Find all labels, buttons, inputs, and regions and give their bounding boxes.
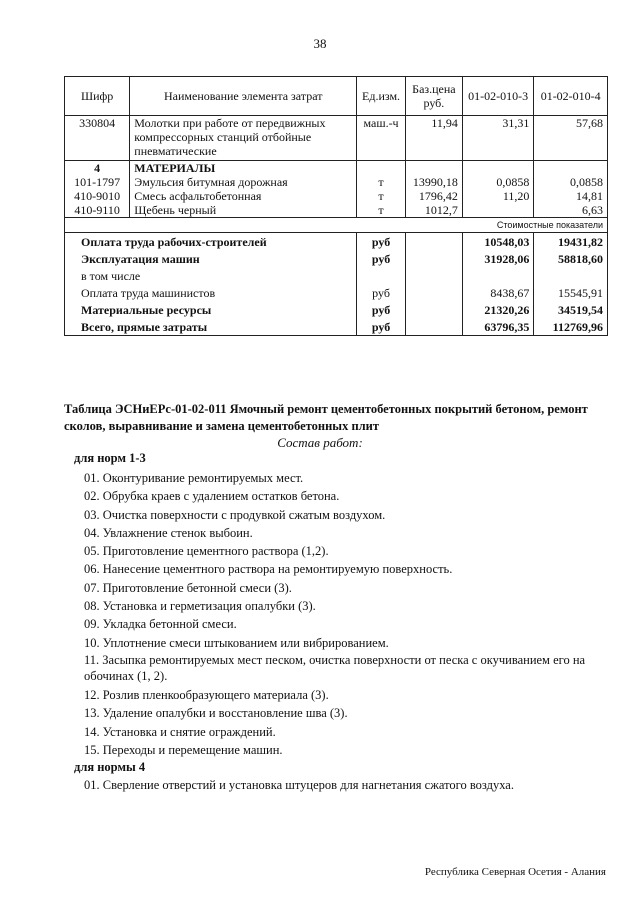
cell-base: 1796,42 — [405, 189, 462, 203]
summary-v3: 21320,26 — [462, 301, 533, 318]
cost-table — [64, 76, 608, 336]
summary-v4: 19431,82 — [534, 233, 608, 251]
list-item: 02. Обрубка краев с удалением остатков бетона. — [84, 489, 340, 504]
table-row-machine — [65, 116, 608, 161]
summary-row — [65, 284, 608, 301]
cell-code: 4 — [65, 161, 130, 176]
summary-label: в том числе — [65, 267, 357, 284]
cell-v3: 0,0858 — [462, 175, 533, 189]
header-norm3: 01-02-010-3 — [462, 77, 533, 116]
cell-code: 101-1797 — [65, 175, 130, 189]
summary-v3: 10548,03 — [462, 233, 533, 251]
header-code: Шифр — [65, 77, 130, 116]
cell-unit: т — [357, 189, 406, 203]
cell-base: 1012,7 — [405, 203, 462, 218]
summary-row — [65, 301, 608, 318]
cell-name: Молотки при работе от передвижных компрессорных станций отбойные пневматические — [130, 116, 357, 161]
list-item: 01. Сверление отверстий и установка штуцеров для нагнетания сжатого воздуха. — [84, 778, 514, 792]
work-list-norm-4 — [84, 778, 614, 793]
list-item: 05. Приготовление цементного раствора (1,2). — [84, 544, 329, 559]
cell-v3: 11,20 — [462, 189, 533, 203]
summary-row — [65, 267, 608, 284]
summary-v4: 112769,96 — [534, 318, 608, 336]
summary-unit: руб — [357, 301, 406, 318]
header-name: Наименование элемента затрат — [130, 77, 357, 116]
cell-v4: 0,0858 — [534, 175, 608, 189]
cell-code: 410-9110 — [65, 203, 130, 218]
summary-v3: 8438,67 — [462, 284, 533, 301]
table-title: Таблица ЭСНиЕРс-01-02-011 Ямочный ремонт цементобетонных покрытий бетоном, ремонт сколов, выравнивание и замена цементобетонных плит — [64, 402, 588, 433]
summary-v4: 58818,60 — [534, 250, 608, 267]
cell-v3: 31,31 — [462, 116, 533, 161]
cell-base: 13990,18 — [405, 175, 462, 189]
cell-code: 330804 — [65, 116, 130, 161]
list-item: 12. Розлив пленкообразующего материала (3). — [84, 687, 329, 702]
cell-v4: 14,81 — [534, 189, 608, 203]
list-item: 03. Очистка поверхности с продувкой сжатым воздухом. — [84, 507, 386, 522]
cell-name: Смесь асфальтобетонная — [130, 189, 357, 203]
summary-unit: руб — [357, 233, 406, 251]
list-item: 07. Приготовление бетонной смеси (3). — [84, 580, 292, 595]
summary-unit: руб — [357, 318, 406, 336]
list-item: 15. Переходы и перемещение машин. — [84, 742, 283, 757]
cell-v4: 57,68 — [534, 116, 608, 161]
table-header-row — [65, 77, 608, 116]
list-item: 11. Засыпка ремонтируемых мест песком, очистка поверхности от песка с окучиванием его на обочинах (1, 2). — [84, 653, 586, 683]
list-item: 13. Удаление опалубки и восстановление шва (3). — [84, 706, 348, 721]
cell-code: 410-9010 — [65, 189, 130, 203]
summary-label: Оплата труда рабочих-строителей — [65, 233, 357, 251]
summary-v4: 34519,54 — [534, 301, 608, 318]
summary-v3: 63796,35 — [462, 318, 533, 336]
footer-region: Республика Северная Осетия - Алания — [424, 866, 606, 878]
summary-row — [65, 233, 608, 251]
list-item: 04. Увлажнение стенок выбоин. — [84, 525, 253, 540]
summary-label: Эксплуатация машин — [65, 250, 357, 267]
list-item: 10. Уплотнение смеси штыкованием или вибрированием. — [84, 635, 389, 650]
cell-name: Эмульсия битумная дорожная — [130, 175, 357, 189]
list-item: 01. Оконтуривание ремонтируемых мест. — [84, 471, 304, 485]
section-head-norms-1-3: для норм 1-3 — [74, 451, 146, 465]
cost-indicators-label: Стоимостные показатели — [65, 218, 608, 233]
header-unit: Ед.изм. — [357, 77, 406, 116]
header-norm4: 01-02-010-4 — [534, 77, 608, 116]
table-row — [65, 189, 608, 203]
list-item: 06. Нанесение цементного раствора на ремонтируемую поверхность. — [84, 562, 453, 577]
summary-unit: руб — [357, 284, 406, 301]
summary-unit: руб — [357, 250, 406, 267]
summary-label: Всего, прямые затраты — [65, 318, 357, 336]
list-item: 08. Установка и герметизация опалубки (3). — [84, 599, 316, 614]
work-composition-title: Состав работ: — [277, 435, 363, 450]
cell-unit: т — [357, 175, 406, 189]
summary-row — [65, 250, 608, 267]
cell-name: МАТЕРИАЛЫ — [130, 161, 357, 176]
cost-indicators-row — [65, 218, 608, 233]
list-item: 09. Укладка бетонной смеси. — [84, 617, 237, 632]
header-base-price: Баз.цена руб. — [405, 77, 462, 116]
work-list-norms-1-3 — [84, 469, 614, 759]
summary-row — [65, 318, 608, 336]
table-row-materials-header — [65, 161, 608, 176]
list-item: 14. Установка и снятие ограждений. — [84, 724, 276, 739]
cell-v3 — [462, 203, 533, 218]
cell-unit: маш.-ч — [357, 116, 406, 161]
cell-base: 11,94 — [405, 116, 462, 161]
summary-label: Оплата труда машинистов — [65, 284, 357, 301]
page-number: 38 — [313, 36, 327, 51]
cell-name: Щебень черный — [130, 203, 357, 218]
summary-v4: 15545,91 — [534, 284, 608, 301]
cell-v4: 6,63 — [534, 203, 608, 218]
section-head-norm-4: для нормы 4 — [74, 760, 146, 774]
cell-unit: т — [357, 203, 406, 218]
table-row — [65, 175, 608, 189]
table-row — [65, 203, 608, 218]
summary-v3: 31928,06 — [462, 250, 533, 267]
summary-label: Материальные ресурсы — [65, 301, 357, 318]
